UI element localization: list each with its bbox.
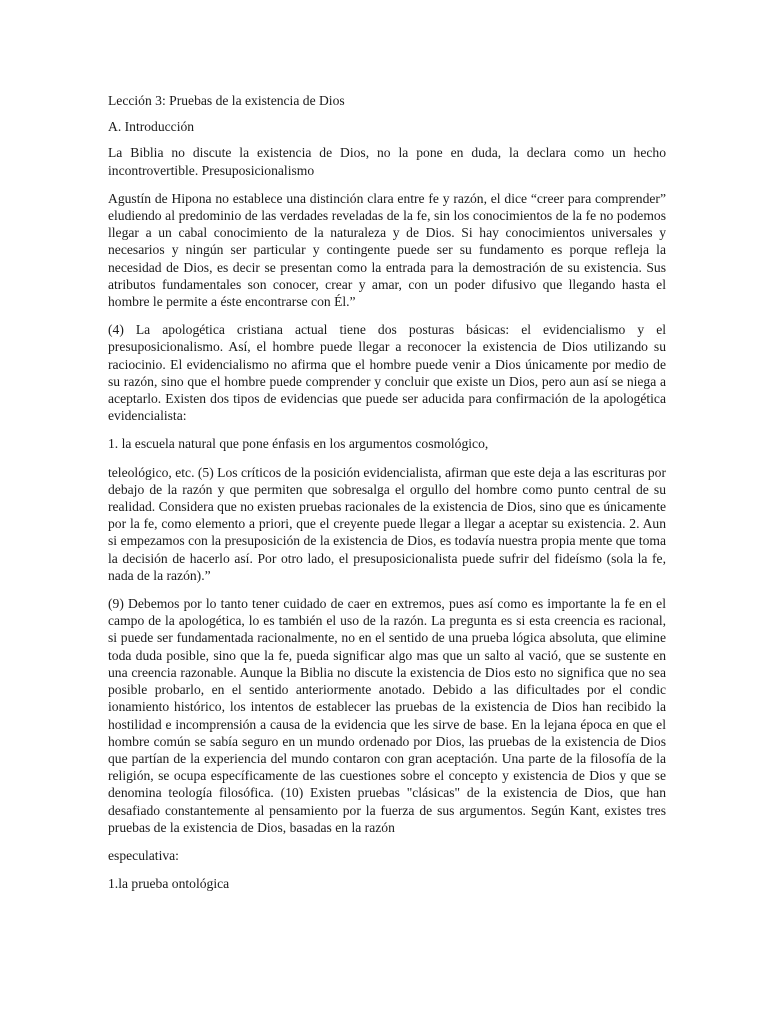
paragraph-intro: La Biblia no discute la existencia de Dios, no la pone en duda, la declara como un hecho incontrovertible. Presuposicionalismo	[108, 145, 666, 178]
list-item-escuela-natural: 1. la escuela natural que pone énfasis en los argumentos cosmológico,	[108, 436, 489, 452]
section-heading: A. Introducción	[108, 119, 195, 135]
paragraph-teleologico: teleológico, etc. (5) Los críticos de la posición evidencialista, afirman que este deja a las escrituras por debajo de la razón y que permiten que sobresalga el orgullo del hombre como punto central de su realidad. Considera que no existen pruebas racionales de la existencia de Dios, sino que es únicamente por la fe, como elemento a priori, que el creyente puede llegar a llegar a aceptar su existencia. 2. Aun si empezamos con la presuposición de la existencia de Dios, es todavía nuestra propia mente que toma la decisión de hacerlo así. Por otro lado, el presuposicionalista puede sufrir del fideísmo (sola la fe, nada de la razón).”	[108, 464, 666, 583]
document-title: Lección 3: Pruebas de la existencia de Dios	[108, 93, 345, 108]
paragraph-apologetica: (4) La apologética cristiana actual tiene dos posturas básicas: el evidencialismo y el presuposicionalismo. Así, el hombre puede llegar a reconocer la existencia de Dios utilizando su raciocinio. El evidencialismo no afirma que el hombre puede venir a Dios únicamente por medio de su razón, sino que el hombre puede comprender y concluir que existe un Dios, pero aun así se niega a aceptarlo. Existen dos tipos de evidencias que puede ser aducida para confirmación de la apologética evidencialista:	[108, 322, 666, 424]
paragraph-especulativa: especulativa:	[108, 847, 179, 863]
paragraph-agustin: Agustín de Hipona no establece una distinción clara entre fe y razón, el dice “creer para comprender” eludiendo al predominio de las verdades reveladas de la fe, sin los conocimientos de la fe no podemos llegar a un cabal conocimiento de la naturaleza y de Dios. Si hay conocimientos universales y necesarios y ningún ser particular y contingente puede ser su fundamento es porque refleja la necesidad de Dios, es decir se presentan como la entrada para la demostración de su existencia. Sus atributos fundamentales son conocer, crear y amar, con un poder difusivo que llegando hasta el hombre le permite a éste encontrarse con Él.”	[108, 190, 666, 310]
list-item-prueba-ontologica: 1.la prueba ontológica	[108, 876, 230, 892]
paragraph-extremos: (9) Debemos por lo tanto tener cuidado de caer en extremos, pues así como es importante la fe en el campo de la apologética, lo es también el uso de la razón. La pregunta es si esta creencia es racional, si puede ser fundamentada racionalmente, no en el sentido de una prueba lógica absoluta, que elimine toda duda posible, sino que la fe, pueda significar algo mas que un salto al vació, que se sustente en una creencia razonable. Aunque la Biblia no discute la existencia de Dios esto no significa que no sea posible probarlo, en el sentido anteriormente anotado. Debido a las dificultades por el condic ionamiento histórico, los intentos de establecer las pruebas de la existencia de Dios han recibido la hostilidad e incomprensión a causa de la evidencia que les sirve de base. En la lejana época en que el hombre común se sabía seguro en un mundo ordenado por Dios, las pruebas de la existencia de Dios que partían de la experiencia del mundo contaron con gran aceptación. Una parte de la filosofía de la religión, se ocupa específicamente de las cuestiones sobre el concepto y existencia de Dios y que se denomina teología filosófica. (10) Existen pruebas "clásicas" de la existencia de Dios, que han desafiado constantemente al pensamiento por la fuerza de sus argumentos. Según Kant, existes tres pruebas de la existencia de Dios, basadas en la razón	[108, 596, 666, 835]
